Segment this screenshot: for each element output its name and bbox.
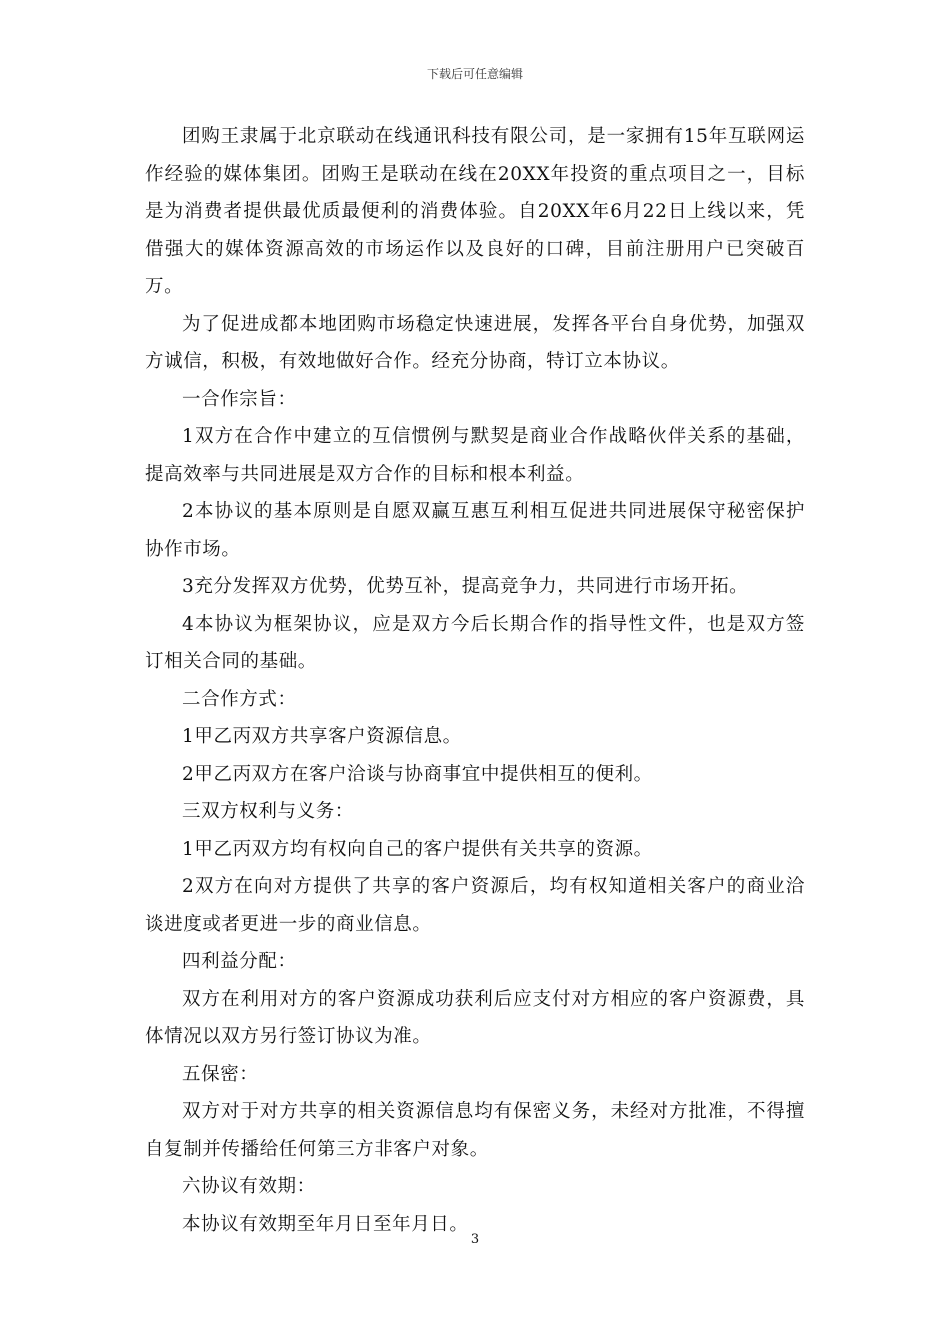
section-heading-rights-obligations: 三双方权利与义务：	[182, 801, 354, 822]
list-item: 4本协议为框架协议，应是双方今后长期合作的指导性文件，也是双方签订相关合同的基础。	[145, 613, 805, 672]
document-body	[145, 118, 805, 1243]
paragraph-purpose: 为了促进成都本地团购市场稳定快速进展，发挥各平台自身优势，加强双方诚信，积极，有效地做好合作。经充分协商，特订立本协议。	[145, 313, 805, 372]
list-item: 1双方在合作中建立的互信惯例与默契是商业合作战略伙伴关系的基础，提高效率与共同进展是双方合作的目标和根本利益。	[145, 426, 805, 485]
page-header: 下载后可任意编辑	[426, 67, 523, 81]
section-heading-cooperation-purpose: 一合作宗旨：	[182, 388, 297, 410]
list-item: 2双方在向对方提供了共享的客户资源后，均有权知道相关客户的商业洽谈进度或者更进一步的商业信息。	[145, 876, 805, 935]
list-item: 3充分发挥双方优势，优势互补，提高竞争力，共同进行市场开拓。	[182, 576, 749, 597]
paragraph-intro: 团购王隶属于北京联动在线通讯科技有限公司，是一家拥有15年互联网运作经验的媒体集团。团购王是联动在线在20XX年投资的重点项目之一，目标是为消费者提供最优质最便利的消费体验。自20XX年6月22日上线以来，凭借强大的媒体资源高效的市场运作以及良好的口碑，目前注册用户已突破百万。	[145, 126, 805, 297]
section-heading-cooperation-method: 二合作方式：	[182, 688, 297, 710]
page-number: 3	[470, 1232, 480, 1247]
section-heading-profit-distribution: 四利益分配：	[182, 951, 297, 972]
list-item: 双方在利用对方的客户资源成功获利后应支付对方相应的客户资源费，具体情况以双方另行签订协议为准。	[145, 988, 805, 1047]
list-item: 1甲乙丙双方共享客户资源信息。	[182, 726, 462, 747]
list-item: 2本协议的基本原则是自愿双赢互惠互利相互促进共同进展保守秘密保护协作市场。	[145, 501, 805, 560]
list-item: 本协议有效期至年月日至年月日。	[182, 1213, 469, 1235]
list-item: 双方对于对方共享的相关资源信息均有保密义务，未经对方批准，不得擅自复制并传播给任何第三方非客户对象。	[145, 1101, 805, 1160]
list-item: 2甲乙丙双方在客户洽谈与协商事宜中提供相互的便利。	[182, 763, 653, 785]
list-item: 1甲乙丙双方均有权向自己的客户提供有关共享的资源。	[182, 838, 653, 860]
section-heading-validity: 六协议有效期：	[182, 1176, 316, 1197]
section-heading-confidentiality: 五保密：	[182, 1063, 259, 1085]
